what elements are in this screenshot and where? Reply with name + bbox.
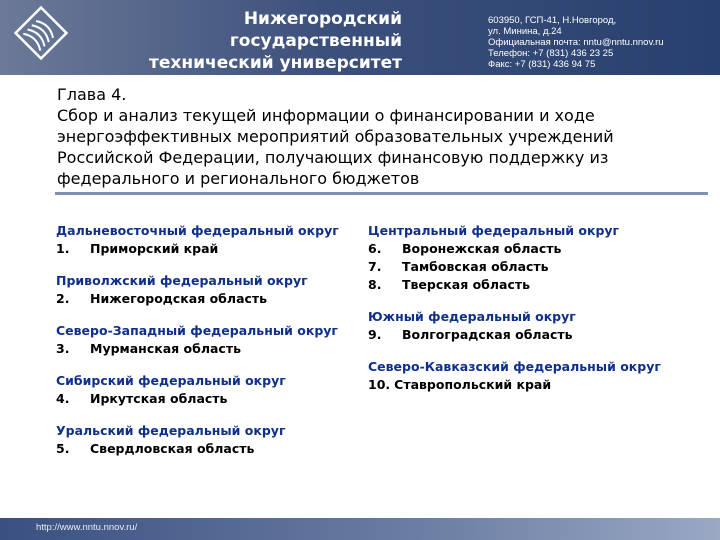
- contact-email: Официальная почта: nntu@nntu.nnov.ru: [488, 37, 664, 48]
- title-divider: [55, 192, 708, 195]
- district-group: [368, 308, 698, 344]
- region-item: [56, 440, 356, 458]
- region-number: 2.: [56, 291, 70, 306]
- region-number: 5.: [56, 441, 70, 456]
- region-number: 6.: [368, 241, 382, 256]
- district-group: [56, 422, 356, 458]
- left-district-list: [56, 222, 356, 472]
- region-item: [368, 258, 698, 276]
- district-name: Северо-Западный федеральный округ: [56, 323, 338, 338]
- region-name: Ставропольский край: [394, 377, 552, 392]
- slide-title: [57, 84, 697, 189]
- region-item: [56, 340, 356, 358]
- region-name: Воронежская область: [402, 241, 562, 256]
- region-number: 7.: [368, 259, 382, 274]
- region-name: Тамбовская область: [402, 259, 549, 274]
- district-name: Дальневосточный федеральный округ: [56, 223, 339, 238]
- region-item: [56, 240, 356, 258]
- region-name: Иркутская область: [90, 391, 228, 406]
- region-name: Тверская область: [402, 277, 531, 292]
- region-number: 4.: [56, 391, 70, 406]
- title-line-4: федерального и регионального бюджетов: [57, 169, 420, 188]
- chapter-label: Глава 4.: [57, 85, 127, 104]
- district-group: [56, 222, 356, 258]
- district-name: Сибирский федеральный округ: [56, 373, 286, 388]
- university-logo-icon: [14, 6, 68, 60]
- contact-phone: Телефон: +7 (831) 436 23 25: [488, 48, 614, 59]
- region-number: 3.: [56, 341, 70, 356]
- district-group: [368, 358, 698, 394]
- region-item: [368, 276, 698, 294]
- contact-address: 603950, ГСП-41, Н.Новгород,: [488, 15, 617, 26]
- district-name: Уральский федеральный округ: [56, 423, 286, 438]
- region-name: Свердловская область: [90, 441, 255, 456]
- district-name: Северо-Кавказский федеральный округ: [368, 359, 661, 374]
- region-number: 8.: [368, 277, 382, 292]
- region-item: [368, 240, 698, 258]
- district-group: [56, 322, 356, 358]
- region-number: 10.: [368, 377, 391, 392]
- right-district-list: [368, 222, 698, 408]
- university-name: [72, 8, 402, 96]
- district-name: Южный федеральный округ: [368, 309, 576, 324]
- contact-street: ул. Минина, д.24: [488, 26, 562, 37]
- region-name: Приморский край: [90, 241, 219, 256]
- region-item: [368, 326, 698, 344]
- footer-url-link[interactable]: http://www.nntu.nnov.ru/: [36, 522, 138, 533]
- region-item: [368, 376, 698, 394]
- region-name: Волгоградская область: [402, 327, 573, 342]
- region-item: [56, 390, 356, 408]
- footer-bar: [0, 518, 720, 540]
- title-line-1: Сбор и анализ текущей информации о финансировании и ходе: [57, 106, 595, 125]
- region-number: 1.: [56, 241, 70, 256]
- district-name: Приволжский федеральный округ: [56, 273, 308, 288]
- district-group: [56, 272, 356, 308]
- district-group: [368, 222, 698, 294]
- contact-fax: Факс: +7 (831) 436 94 75: [488, 59, 596, 70]
- region-name: Мурманская область: [90, 341, 241, 356]
- title-line-3: Российской Федерации, получающих финансовую поддержку из: [57, 148, 609, 167]
- university-name-line1: Нижегородский государственный: [229, 9, 402, 51]
- region-item: [56, 290, 356, 308]
- region-number: 9.: [368, 327, 382, 342]
- contact-info: [488, 15, 664, 70]
- district-name: Центральный федеральный округ: [368, 223, 620, 238]
- university-name-line2: технический университет: [149, 53, 402, 73]
- district-group: [56, 372, 356, 408]
- university-name-line3: им. Р.Е. Алексеева: [216, 75, 402, 95]
- region-name: Нижегородская область: [90, 291, 268, 306]
- title-line-2: энергоэффективных мероприятий образовательных учреждений: [57, 127, 614, 146]
